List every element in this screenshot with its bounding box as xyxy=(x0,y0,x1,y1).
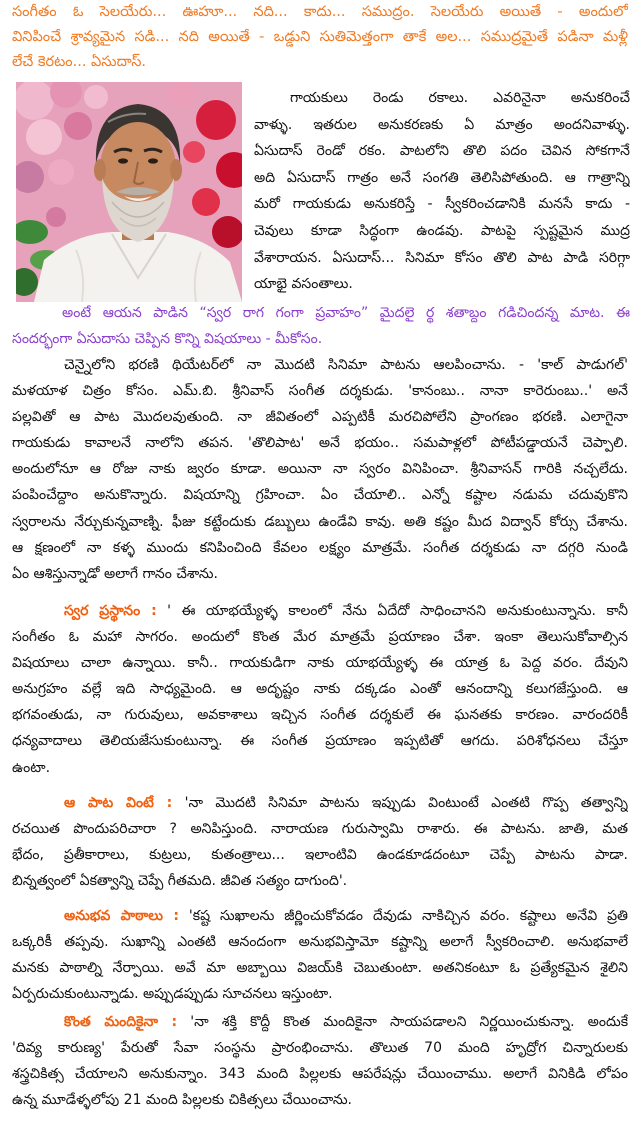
intro-line: లేచే కెరటం... ఏసుదాస్. xyxy=(12,54,146,70)
body-paragraph xyxy=(12,352,628,587)
section-line xyxy=(12,903,628,929)
profile-line: మరో గాయకుడు అనుకరిస్తే - స్వీకరించడానికి మనసే కాదు - xyxy=(254,196,630,213)
section-line xyxy=(12,1009,628,1035)
section-konta-mandikaina xyxy=(12,1009,628,1113)
profile-line: ఏసుదాస్ రెండో రకం. పాటలోని తొలి పదం చెవిన సోకగానే xyxy=(254,143,630,160)
section-line xyxy=(12,598,628,624)
section-line: ఏర్పరుచుకుంటున్నాడు. అప్పుడప్పుడు సూచనలు ఇస్తుంటా. xyxy=(12,986,333,1002)
lead-line: సందర్భంగా ఏసుదాసు చెప్పిన కొన్ని విషయాలు - మీకోసం. xyxy=(12,331,323,347)
section-line: అనుగ్రహం వల్లే ఇది సాధ్యమైంది. ఆ అదృష్టం నాకు దక్కడం ఎంతో ఆనందాన్ని కలుగజేస్తుంది. ఆ xyxy=(12,681,628,698)
section-line: బిన్నత్వంలో ఏకత్వాన్ని చెప్పే గీతమది. జీవిత సత్యం దాగుంది'. xyxy=(12,873,348,889)
section-line-text: ' ఈ యాభయ్యేళ్ళ కాలంలో నేను ఏదేదో సాధించానని అనుకుంటున్నాను. కానీ xyxy=(167,603,628,619)
section-line: రచయిత పొందుపరిచారా ? అనిపిస్తుంది. నారాయణ గురుస్వామి రాశారు. ఈ పాటను. జాతి, మత xyxy=(12,821,628,837)
body-line: స్వరాలను నేర్చుకున్నవాణ్ని. ఫీజు కట్టేందుకు డబ్బులు ఉండేవి కావు. అతి కష్టం మీద విద్వాన్ కోర్సు చేశాను. xyxy=(12,513,628,530)
section-line xyxy=(12,790,628,816)
body-line: ఏం ఆశిస్తున్నాడో అలాగే గానం చేశాను. xyxy=(12,565,218,582)
profile-block xyxy=(254,85,630,298)
section-line: భేదం, ప్రతీకారాలు, కుట్రలు, కుతంత్రాలు... ఇలాంటివి ఉండకూడదంటూ చెప్పే పాటను పాడా. xyxy=(12,847,628,863)
section-line: విషయాలు చాలా ఉన్నాయి. కానీ.. గాయకుడిగా నాకు యాభయ్యేళ్ళ ఈ యాత్ర ఓ పెద్ద వరం. దేవుని xyxy=(12,655,628,672)
section-line: 'దివ్య కారుణ్య' పేరుతో సేవా సంస్థను ప్రారంభించాను. తొలుత 70 మంది హృద్రోగ చిన్నారులకు xyxy=(12,1040,628,1056)
section-line-text: 'కష్ట సుఖాలను జీర్ణించుకోవడం దేవుడు నాకిచ్చిన వరం. కష్టాలు అనేవి ప్రతి xyxy=(188,908,628,924)
section-heading: కొంత మందికైనా : xyxy=(64,1014,178,1030)
section-line: సంగీతం ఓ మహా సాగరం. అందులో కొంత మేర మాత్రమే ప్రయాణం చేశా. ఇంకా తెలుసుకోవాల్సిన xyxy=(12,629,628,646)
section-line: శస్త్రచికిత్స చేయాలని అనుకున్నాం. 343 మంది పిల్లలకు ఆపరేషన్లు చేయించాము. అలాగే వినికిడి లోపం xyxy=(12,1066,628,1082)
body-line: గాయకుడు కావాలనే నాలోని తపన. 'తొలిపాట' అనే భయం.. సమపాళ్లలో పోటీపడ్డాయనే చెప్పాలి. xyxy=(12,435,628,452)
section-line: భగవంతుడు, నా గురువులు, అవకాశాలు ఇచ్చిన సంగీత దర్శకులే ఈ ఘనతకు కారణం. వారందరికీ xyxy=(12,707,628,724)
intro-block xyxy=(12,0,628,75)
portrait-photo xyxy=(16,82,242,302)
profile-line: వాళ్ళు. ఇతరుల అనుకరణకు ఏ మాత్రం అందనివాళ్ళు. xyxy=(254,116,630,133)
section-line: మనకు పాఠాల్ని నేర్పాయి. అవే మా అబ్బాయి విజయ్‌కి చెబుతుంటా. అతనికంటూ ఓ ప్రత్యేకమైన శైలిని xyxy=(12,960,628,976)
lead-line: అంటే ఆయన పాడిన “స్వర రాగ గంగా ప్రవాహం” మైదలై ర్థ శతాబ్దం గడిచిందన్న మాట. ఈ xyxy=(62,305,630,321)
section-line: ఉన్న మూడేళ్ళలోపు 21 మంది పిల్లలకు చికిత్సలు చేయించాను. xyxy=(12,1092,352,1108)
body-line: అందులోనూ ఆ రోజు నాకు జ్వరం కూడా. అయినా నా స్వరం వినిపించా. శ్రీనివాసన్ గారికి నచ్చలేదు. xyxy=(12,461,628,478)
profile-line: అది ఏసుదాస్ గాత్రం అనే సంగతి తెలిసిపోతుంది. ఆ గాత్రాన్ని xyxy=(254,169,630,186)
profile-line: చెవులు కూడా సిద్ధంగా ఉండవు. పాటపై స్పష్టమైన ముద్ర xyxy=(254,222,630,239)
body-line: మళయాళ చిత్రం కోసం. ఎమ్.బి. శ్రీనివాస్ సంగీత దర్శకుడు. 'కానంబు.. నానా కారెరుంబు..' అనే xyxy=(12,383,628,400)
section-line-text: 'నా శక్తి కొద్దీ కొంత మందికైనా సాయపడాలని నిర్ణయించుకున్నా. అందుకే xyxy=(190,1014,628,1030)
section-line-text: 'నా మొదటి సినిమా పాటను ఇప్పుడు వింటుంటే ఎంతటి గొప్ప తత్వాన్ని xyxy=(184,795,628,811)
body-line: పంపించేద్దాం అనుకొన్నారు. విషయాన్ని గ్రహించా. ఏం చేయాలి.. ఎన్నో కష్టాల నడుమ చదువుకొని xyxy=(12,487,628,504)
section-swara-prasthanam xyxy=(12,598,628,781)
section-line: ఉంటా. xyxy=(12,759,51,776)
body-line: పల్లవితో ఆ పాట మొదలవుతుంది. నా జీవితంలో ఎప్పటికీ మరచిపోలేని ప్రాంగణం భరణి. ఎలాగైనా xyxy=(12,409,628,426)
section-aa-paata-vinte xyxy=(12,790,628,894)
intro-line: సంగీతం ఓ సెలయేరు... ఊహూ... నది... కాదు... సముద్రం. సెలయేరు అయితే - అందులో xyxy=(12,4,628,20)
section-line: ఒక్కరికీ తప్పవు. సుఖాన్ని ఎంతటి ఆనందంగా అనుభవిస్తామో కష్టాన్ని అలాగే స్వీకరించాలి. అనుభవాలే xyxy=(12,934,628,950)
section-anubhava-paathalu xyxy=(12,903,628,1007)
section-heading: ఆ పాట వింటే : xyxy=(64,795,173,811)
lead-block xyxy=(12,300,630,352)
section-heading: స్వర ప్రస్థానం : xyxy=(64,603,157,619)
section-line: ధన్యవాదాలు తెలియజేసుకుంటున్నా. ఈ సంగీత ప్రయాణం ఇప్పటితో ఆగదు. పరిశోధనలు చేస్తూ xyxy=(12,733,628,750)
body-line: ఆ క్షణంలో నా కళ్ళ ముందు కనిపించింది కేవలం లక్ష్యం మాత్రమే. సంగీత దర్శకుడు నా దగ్గరి నుండి xyxy=(12,539,628,556)
profile-line: వేశారాయన. ఏసుదాస్... సినిమా కోసం తొలి పాట పాడి సరిగ్గా xyxy=(254,249,630,266)
body-line: చెన్నైలోని భరణి థియేటర్‌లో నా మొదటి సినిమా పాటను ఆలపించాను. - 'కాల్ పాడుగల్' xyxy=(64,357,628,373)
profile-line: గాయకులు రెండు రకాలు. ఎవరినైనా అనుకరించే xyxy=(290,90,630,106)
profile-line: యాభై వసంతాలు. xyxy=(254,276,353,293)
intro-line: వినిపించే శ్రావ్యమైన సడి... నది అయితే - ఒడ్డుని సుతిమెత్తంగా తాకే అల... సముద్రమైతే పడినా మళ్లీ xyxy=(12,29,628,45)
section-heading: అనుభవ పాఠాలు : xyxy=(64,908,179,924)
